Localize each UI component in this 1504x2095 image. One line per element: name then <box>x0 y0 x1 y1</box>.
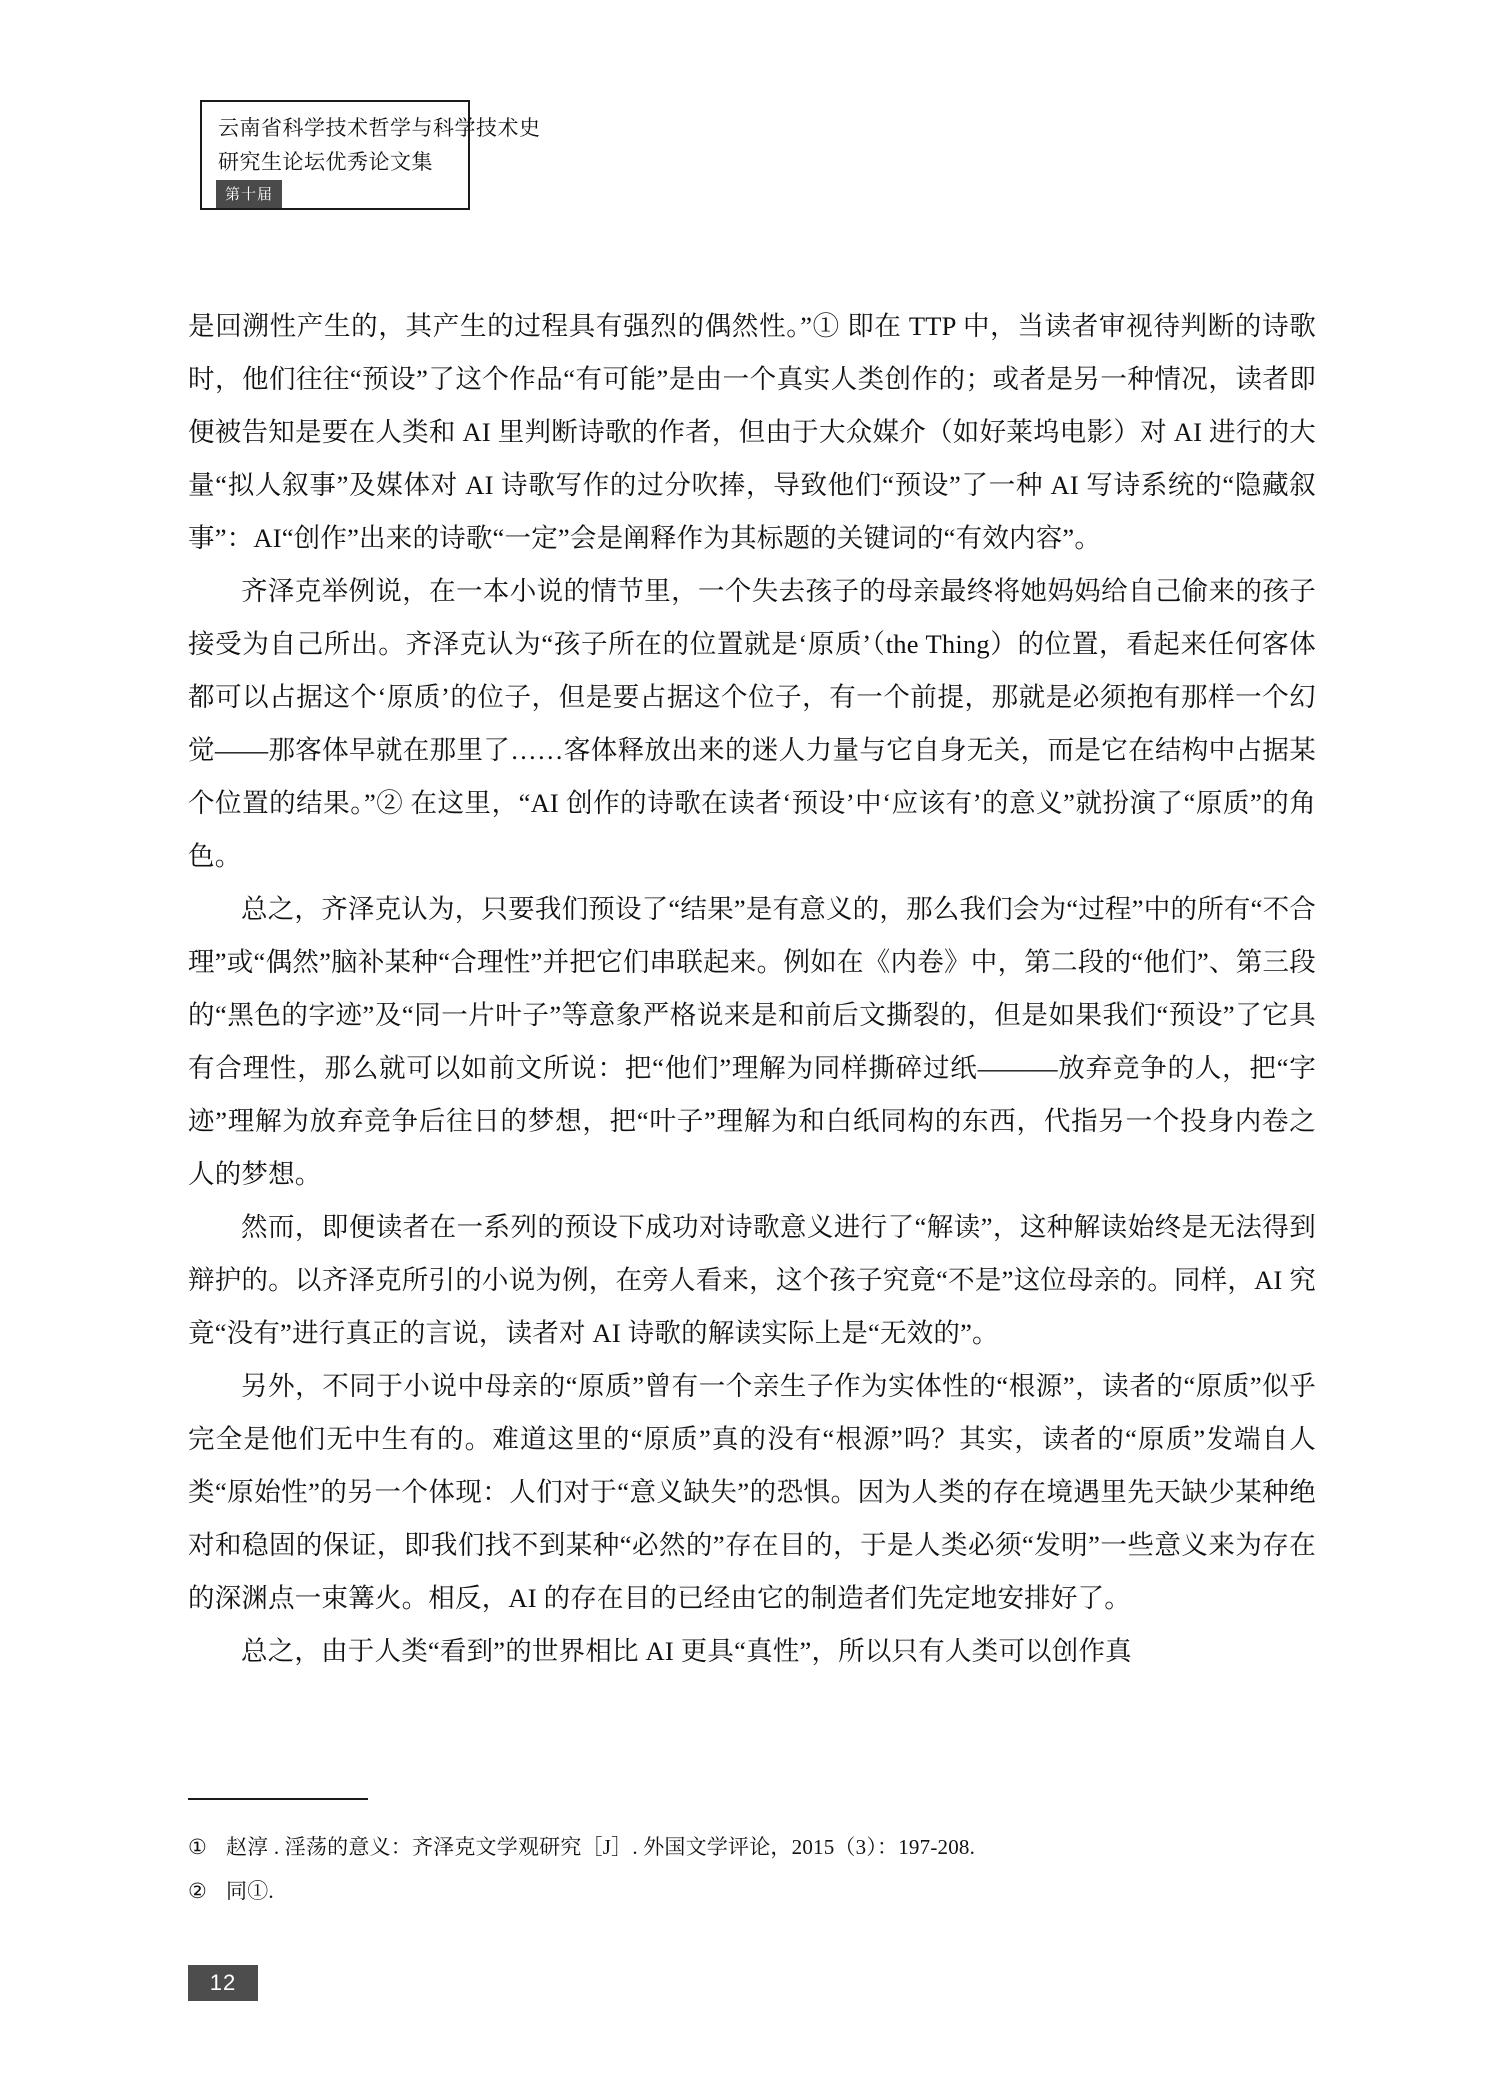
header-border-left <box>200 100 202 210</box>
paragraph-5: 另外，不同于小说中母亲的“原质”曾有一个亲生子作为实体性的“根源”，读者的“原质”似乎完全是他们无中生有的。难道这里的“原质”真的没有“根源”吗？其实，读者的“原质”发端自人类“原始性”的另一个体现：人们对于“意义缺失”的恐惧。因为人类的存在境遇里先天缺少某种绝对和稳固的保证，即我们找不到某种“必然的”存在目的，于是人类必须“发明”一些意义来为存在的深渊点一束篝火。相反，AI 的存在目的已经由它的制造者们先定地安排好了。 <box>188 1371 1316 1613</box>
page-number: 12 <box>188 1965 258 2001</box>
header-border-bottom <box>200 208 470 210</box>
paragraph-1: 是回溯性产生的，其产生的过程具有强烈的偶然性。”① 即在 TTP 中，当读者审视待判断的诗歌时，他们往往“预设”了这个作品“有可能”是由一个真实人类创作的；或者是另一种情况，读者即便被告知是要在人类和 AI 里判断诗歌的作者，但由于大众媒介（如好莱坞电影）对 AI 进行的大量“拟人叙事”及媒体对 AI 诗歌写作的过分吹捧，导致他们“预设”了一种 AI 写诗系统的“隐藏叙事”：AI“创作”出来的诗歌“一定”会是阐释作为其标题的关键词的“有效内容”。 <box>188 311 1316 553</box>
footnote-separator <box>188 1798 368 1800</box>
footnote-text-1: 赵淳 . 淫荡的意义：齐泽克文学观研究［J］. 外国文学评论，2015（3）：197-208. <box>226 1835 976 1859</box>
running-header <box>200 100 541 210</box>
footnote-marker-1: ① <box>188 1835 208 1859</box>
header-border-top <box>200 100 470 102</box>
header-edition-badge: 第十届 <box>216 180 282 208</box>
body-text-column <box>188 300 1316 1678</box>
footnote-list <box>188 1825 1316 1913</box>
footnote-item-2 <box>188 1869 1316 1913</box>
footnote-marker-2: ② <box>188 1879 208 1903</box>
paragraph-6: 总之，由于人类“看到”的世界相比 AI 更具“真性”，所以只有人类可以创作真 <box>241 1636 1132 1666</box>
header-title-line-2: 研究生论坛优秀论文集 <box>218 150 433 174</box>
paragraph-2: 齐泽克举例说，在一本小说的情节里，一个失去孩子的母亲最终将她妈妈给自己偷来的孩子接受为自己所出。齐泽克认为“孩子所在的位置就是‘原质’（the Thing）的位置，看起来任何客体都可以占据这个‘原质’的位子，但是要占据这个位子，有一个前提，那就是必须抱有那样一个幻觉——那客体早就在那里了……客体释放出来的迷人力量与它自身无关，而是它在结构中占据某个位置的结果。”② 在这里，“AI 创作的诗歌在读者‘预设’中‘应该有’的意义”就扮演了“原质”的角色。 <box>188 576 1316 871</box>
paragraph-4: 然而，即便读者在一系列的预设下成功对诗歌意义进行了“解读”，这种解读始终是无法得到辩护的。以齐泽克所引的小说为例，在旁人看来，这个孩子究竟“不是”这位母亲的。同样，AI 究竟“没有”进行真正的言说，读者对 AI 诗歌的解读实际上是“无效的”。 <box>188 1212 1316 1348</box>
footnote-item-1 <box>188 1825 1316 1869</box>
paragraph-3: 总之，齐泽克认为，只要我们预设了“结果”是有意义的，那么我们会为“过程”中的所有“不合理”或“偶然”脑补某种“合理性”并把它们串联起来。例如在《内卷》中，第二段的“他们”、第三段的“黑色的字迹”及“同一片叶子”等意象严格说来是和前后文撕裂的，但是如果我们“预设”了它具有合理性，那么就可以如前文所说：把“他们”理解为同样撕碎过纸———放弃竞争的人，把“字迹”理解为放弃竞争后往日的梦想，把“叶子”理解为和白纸同构的东西，代指另一个投身内卷之人的梦想。 <box>188 894 1316 1189</box>
header-title-line-1: 云南省科学技术哲学与科学技术史 <box>218 116 541 140</box>
footnote-text-2: 同①. <box>226 1879 274 1903</box>
